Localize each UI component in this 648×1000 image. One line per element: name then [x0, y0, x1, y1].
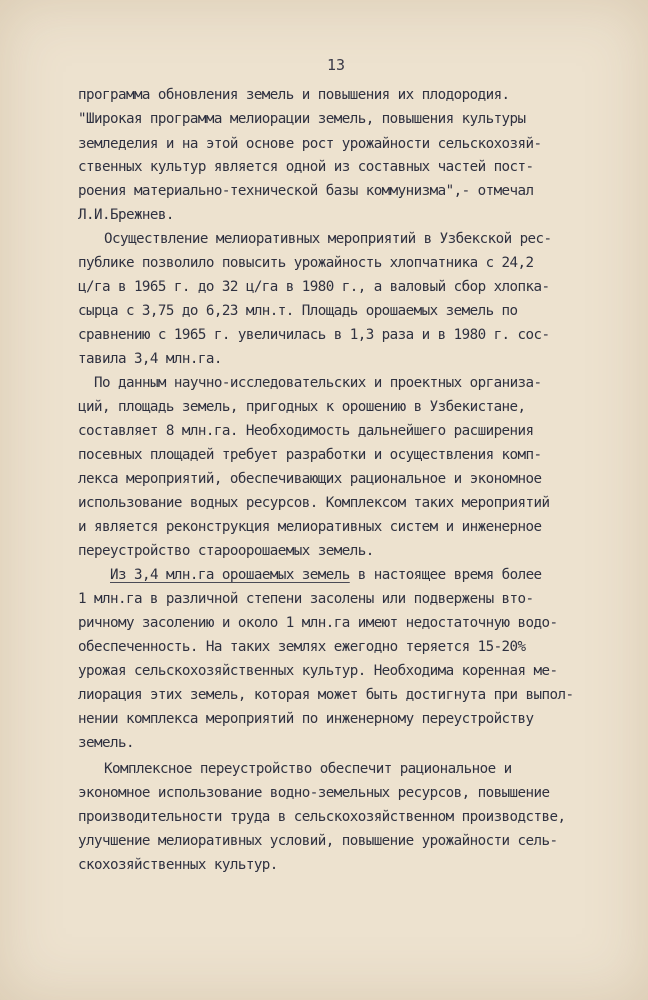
text-line: публике позволило повысить урожайность хлопчатника с 24,2	[78, 255, 534, 271]
text-line: производительности труда в сельскохозяйственном производстве,	[78, 809, 566, 825]
text-line: По данным научно-исследовательских и проектных организа-	[94, 375, 542, 391]
text-line: составляет 8 млн.га. Необходимость дальнейшего расширения	[78, 423, 534, 439]
text-line: нении комплекса мероприятий по инженерному переустройству	[78, 711, 534, 727]
text-line: Комплексное переустройство обеспечит рациональное и	[104, 761, 512, 777]
text-line: ций, площадь земель, пригодных к орошению в Узбекистане,	[78, 399, 526, 415]
text-line: переустройство староорошаемых земель.	[78, 543, 374, 559]
text-line: экономное использование водно-земельных ресурсов, повышение	[78, 785, 550, 801]
page-number: 13	[326, 56, 346, 74]
underlined-phrase: Из 3,4 млн.га орошаемых земель	[110, 567, 350, 583]
text-line: лекса мероприятий, обеспечивающих рациональное и экономное	[78, 471, 542, 487]
text-line: сырца с 3,75 до 6,23 млн.т. Площадь орошаемых земель по	[78, 303, 518, 319]
text-line: скохозяйственных культур.	[78, 857, 278, 873]
text-line: тавила 3,4 млн.га.	[78, 351, 222, 367]
text-line: использование водных ресурсов. Комплексом таких мероприятий	[78, 495, 550, 511]
text-line: обеспеченность. На таких землях ежегодно теряется 15-20%	[78, 639, 526, 655]
text-line: и является реконструкция мелиоративных систем и инженерное	[78, 519, 542, 535]
text-line: 1 млн.га в различной степени засолены или подвержены вто-	[78, 591, 534, 607]
text-line: ц/га в 1965 г. до 32 ц/га в 1980 г., а валовый сбор хлопка-	[78, 279, 550, 295]
text-line: ричному засолению и около 1 млн.га имеют недостаточную водо-	[78, 615, 558, 631]
text-line-rest: в настоящее время более	[349, 567, 542, 583]
text-line: Л.И.Брежнев.	[78, 207, 174, 223]
text-line: земледелия и на этой основе рост урожайности сельскохозяй-	[78, 136, 542, 152]
text-line: лиорация этих земель, которая может быть достигнута при выпол-	[78, 687, 574, 703]
text-line: Осуществление мелиоративных мероприятий в Узбекской рес-	[104, 231, 552, 247]
text-line: улучшение мелиоративных условий, повышение урожайности сель-	[78, 833, 558, 849]
text-line: сравнению с 1965 г. увеличилась в 1,3 раза и в 1980 г. сос-	[78, 327, 550, 343]
text-line: "Широкая программа мелиорации земель, повышения культуры	[78, 111, 526, 127]
text-line: ственных культур является одной из составных частей пост-	[78, 159, 534, 175]
text-line-start	[110, 568, 542, 582]
text-line: урожая сельскохозяйственных культур. Необходима коренная ме-	[78, 663, 558, 679]
text-line: программа обновления земель и повышения их плодородия.	[78, 87, 510, 103]
text-line: посевных площадей требует разработки и осуществления комп-	[78, 447, 542, 463]
text-line: земель.	[78, 735, 134, 751]
text-line: роения материально-технической базы коммунизма",- отмечал	[78, 183, 534, 199]
